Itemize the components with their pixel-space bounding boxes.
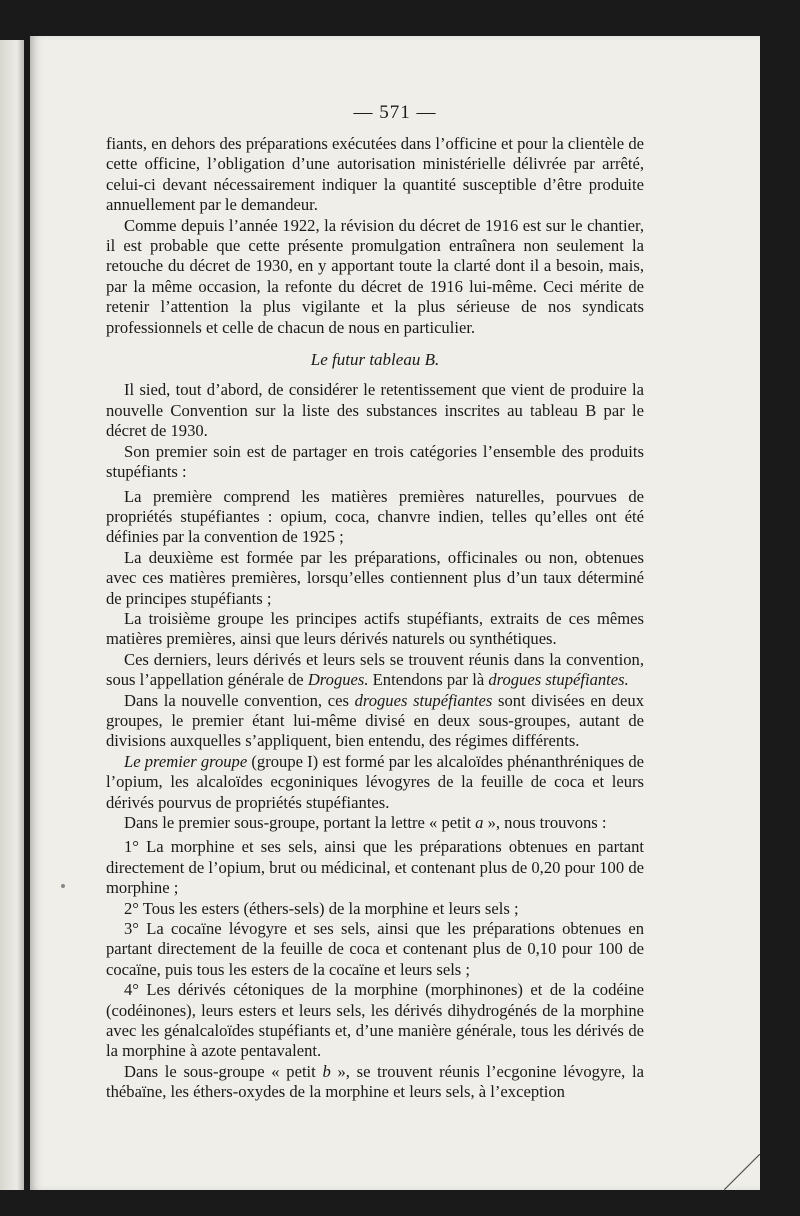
list-item-4: 4° Les dérivés cétoniques de la morphine (morphinones) et de la codéine (codéinones), leurs esters et leurs sels, les dérivés dihydrogénés de la morphine avec les génalcaloïdes stupéfiants et, d’une manière générale, tous les dérivés de la morphine à azote pentavalent. [106, 980, 644, 1061]
adjacent-page-edge [0, 40, 24, 1190]
list-item-3: 3° La cocaïne lévogyre et ses sels, ainsi que les préparations obtenues en partant directement de la feuille de coca et contenant plus de 0,10 pour 100 de cocaïne, puis tous les esters de la cocaïne et leurs sels ; [106, 919, 644, 979]
paragraph-16-text-b: b [322, 1061, 331, 1081]
paragraph-2: Comme depuis l’année 1922, la révision du décret de 1916 est sur le chantier, il est probable que cette présente promulgation entraînera non seulement la retouche du décret de 1930, en y apportant toute la clarté dont il a besoin, mais, par la même occasion, la refonte du décret de 1916 lui-même. Ceci mérite de retenir l’attention la plus vigilante et la plus sérieuse de nos syndicats professionnels et celle de chacun de nous en particulier. [106, 215, 644, 337]
paragraph-8-text-c: Entendons par là [368, 670, 489, 690]
paragraph-16-text-c: », se trouvent réunis l’ecgonine lévogyre, la thébaïne, les éthers-oxydes de la morphine et leurs sels, à l’exception [106, 1061, 644, 1102]
paragraph-11 [106, 813, 644, 833]
paragraph-16-text-a: Dans le sous-groupe « petit [124, 1061, 323, 1081]
paragraph-10 [106, 752, 644, 813]
paragraph-1: fiants, en dehors des préparations exécutées dans l’officine et pour la clientèle de cette officine, l’obligation d’une autorisation ministérielle délivrée par arrêté, celui-ci devant nécessairement indiquer la quantité susceptible d’être produite annuellement par le demandeur. [106, 134, 644, 215]
paragraph-11-text-c: », nous trouvons : [483, 813, 607, 832]
paragraph-10-text-b: (groupe I) est formé par les alcaloïdes phénanthréniques de l’opium, les alcaloïdes ecgoniniques lévogyres de la feuille de coca et leurs dérivés pourvus de propriétés stupéfiantes. [106, 751, 644, 812]
book-page [30, 36, 760, 1190]
paper-speck [61, 884, 65, 888]
folded-corner-mark [724, 1154, 760, 1190]
paragraph-9 [106, 691, 644, 752]
paragraph-7: La troisième groupe les principes actifs stupéfiants, extraits de ces mêmes matières premières, ainsi que leurs dérivés naturels ou synthétiques. [106, 608, 644, 649]
paragraph-9-text-b: drogues stupéfiantes [354, 690, 493, 710]
paragraph-8 [106, 650, 644, 691]
paragraph-9-text-c: sont divisées en deux groupes, le premier étant lui-même divisé en deux sous-groupes, autant de divisions auxquelles s’appliquent, bien entendu, des régimes différents. [106, 690, 644, 751]
paragraph-11-text-a: Dans le premier sous-groupe, portant la lettre « petit [124, 813, 476, 832]
paragraph-6: La deuxième est formée par les préparations, officinales ou non, obtenues avec ces matières premières, lorsqu’elles contiennent plus d’un taux déterminé de principes stupéfiants ; [106, 547, 644, 608]
list-item-2: 2° Tous les esters (éthers-sels) de la morphine et leurs sels ; [124, 898, 519, 918]
paragraph-11-text-b: a [475, 813, 484, 832]
paragraph-8-text-a: Ces derniers, leurs dérivés et leurs sels se trouvent réunis dans la convention, sous l’appellation générale de [106, 649, 644, 690]
section-heading: Le futur tableau B. [310, 350, 440, 370]
paragraph-3: Il sied, tout d’abord, de considérer le retentissement que vient de produire la nouvelle Convention sur la liste des substances inscrites au tableau B par le décret de 1930. [106, 380, 644, 441]
paragraph-9-text-a: Dans la nouvelle convention, ces [124, 690, 355, 710]
page-number: — 571 — [353, 102, 437, 123]
paragraph-16 [106, 1062, 644, 1103]
paragraph-8-text-b: Drogues. [307, 670, 369, 690]
paragraph-4: Son premier soin est de partager en trois catégories l’ensemble des produits stupéfiants : [106, 441, 644, 482]
paragraph-8-text-d: drogues stupéfiantes. [488, 670, 629, 690]
page-body [106, 134, 644, 1103]
paragraph-5: La première comprend les matières premières naturelles, pourvues de propriétés stupéfiantes : opium, coca, chanvre indien, telles qu’elles ont été définies par la convention de 1925 ; [106, 486, 644, 547]
paragraph-10-text-a: Le premier groupe [124, 751, 248, 771]
list-item-1: 1° La morphine et ses sels, ainsi que les préparations obtenues en partant directement de l’opium, brut ou médicinal, et contenant plus de 0,20 pour 100 de morphine ; [106, 837, 644, 898]
